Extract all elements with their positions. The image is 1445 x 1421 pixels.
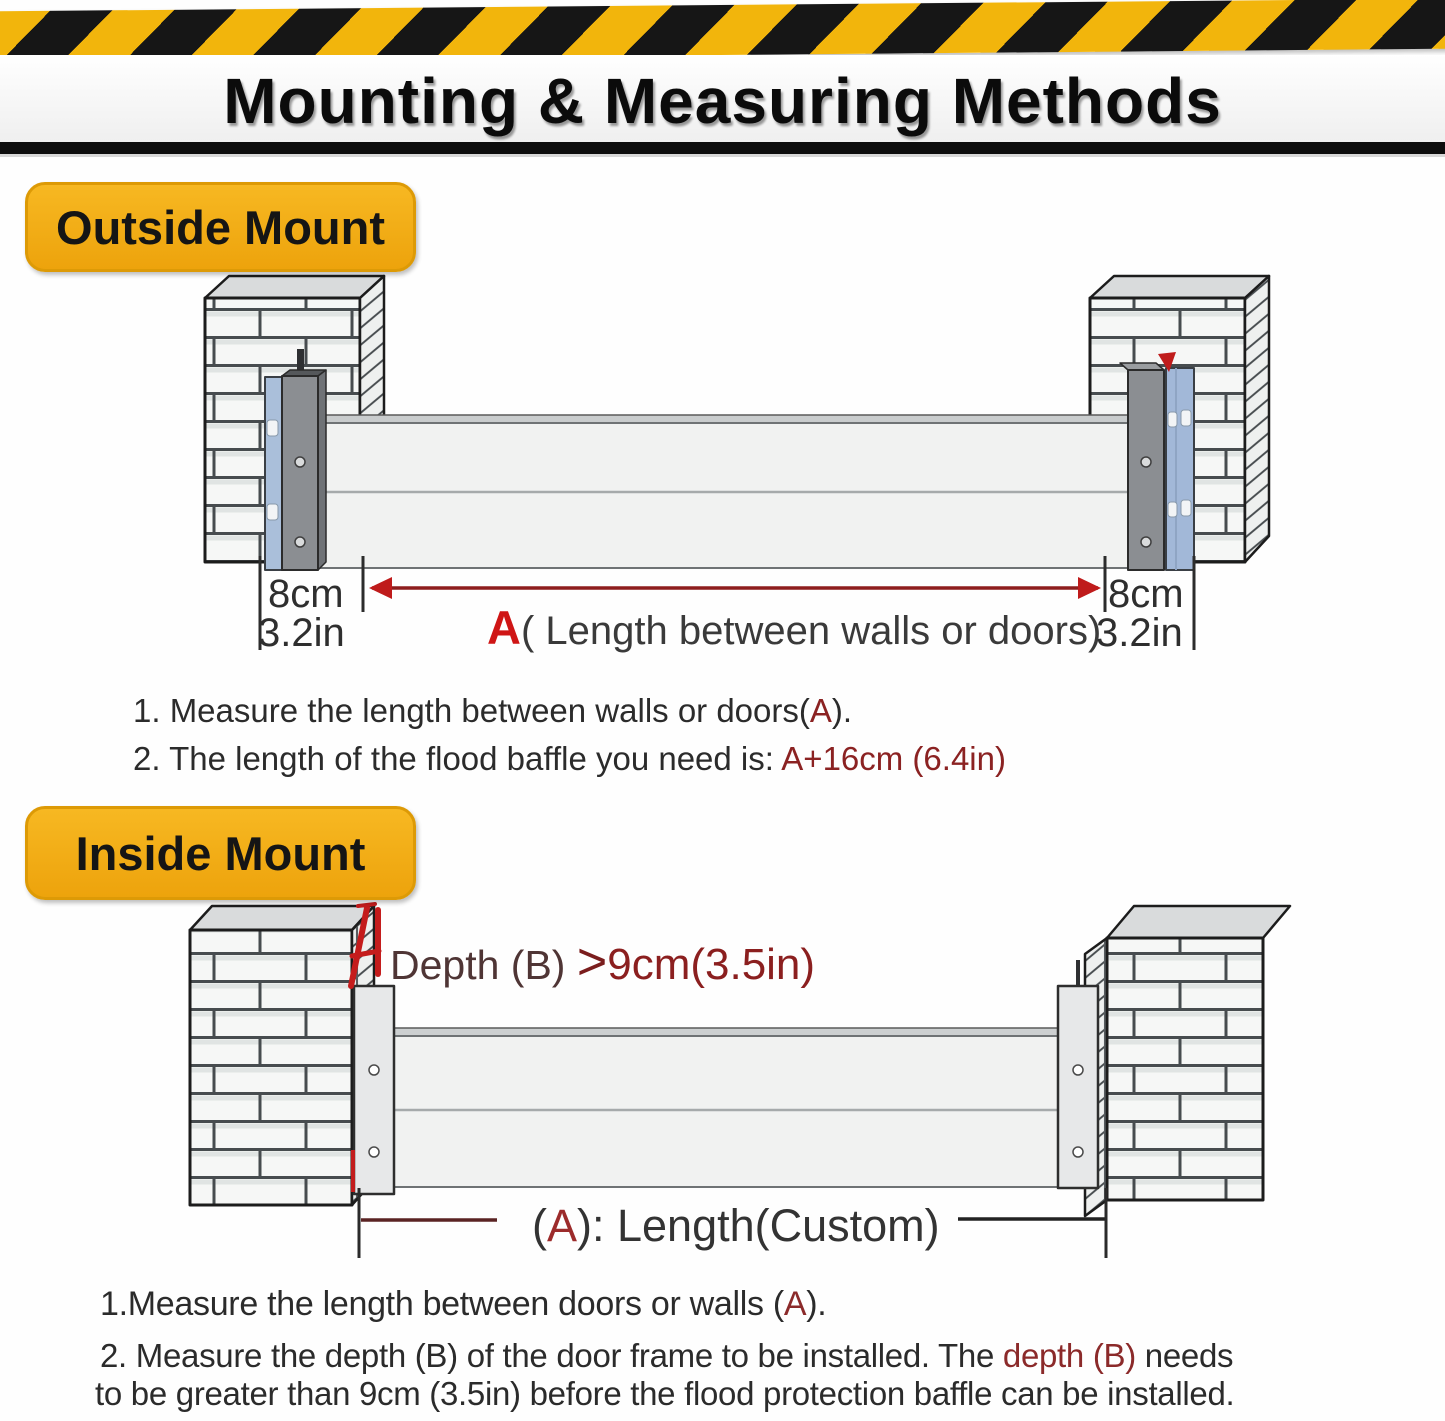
outside-right-offset-in: 3.2in	[1096, 611, 1183, 655]
outside-step-2	[133, 740, 1006, 778]
outside-step-2-text: 2. The length of the flood baffle you need is:	[133, 740, 782, 777]
inside-right-channel	[1058, 960, 1098, 1188]
greater-than-sign: >	[576, 933, 608, 991]
inside-mount-label-text: Inside Mount	[75, 826, 366, 880]
outside-flood-barrier	[320, 415, 1132, 568]
outside-step-1-marker: A	[809, 692, 832, 729]
inside-step-2-text: 2. Measure the depth (B) of the door frame to be installed. The	[100, 1337, 1003, 1374]
inside-right-pillar	[1085, 906, 1290, 1216]
inside-flood-barrier	[380, 1028, 1070, 1187]
length-marker-a: A	[487, 601, 521, 654]
inside-step-1-marker: A	[783, 1285, 807, 1323]
length-caption-text: ( Length between walls or doors)	[520, 609, 1102, 653]
inside-mount-label	[25, 806, 416, 900]
outside-left-bracket	[265, 349, 326, 570]
inside-step-2-line-2-text: to be greater than 9cm (3.5in) before the flood protection baffle can be installed.	[95, 1375, 1235, 1412]
inside-left-channel	[353, 986, 394, 1194]
inside-step-2-line-1	[100, 1337, 1233, 1375]
inside-step-2-highlight: depth (B)	[1002, 1337, 1136, 1374]
inside-length-text: ): Length(Custom)	[577, 1200, 940, 1251]
outside-step-1	[133, 692, 852, 730]
inside-step-2-end: needs	[1135, 1337, 1234, 1374]
outside-mount-label	[25, 182, 416, 272]
page-title: Mounting & Measuring Methods	[223, 65, 1222, 137]
outside-step-1-end: ).	[831, 692, 853, 729]
outside-right-bracket	[1120, 352, 1194, 570]
outside-left-offset-in: 3.2in	[258, 611, 345, 655]
outside-step-1-text: 1. Measure the length between walls or doors(	[133, 692, 810, 729]
inside-length-marker-a: A	[547, 1200, 578, 1251]
inside-step-2-line-2	[95, 1375, 1234, 1413]
outside-step-2-formula: A+16cm (6.4in)	[781, 740, 1006, 777]
inside-step-1	[100, 1285, 826, 1324]
depth-caption	[390, 932, 815, 992]
inside-left-pillar	[190, 906, 374, 1205]
outside-mount-label-text: Outside Mount	[56, 200, 385, 254]
outside-right-offset-cm: 8cm	[1108, 572, 1184, 616]
inside-length-open-paren: (	[532, 1200, 547, 1251]
header-divider-bar	[0, 142, 1445, 154]
inside-step-1-end: ).	[806, 1285, 827, 1323]
outside-left-offset-cm: 8cm	[268, 572, 344, 616]
inside-length-caption	[532, 1200, 940, 1252]
depth-caption-value: 9cm(3.5in)	[607, 940, 816, 989]
inside-step-1-text: 1.Measure the length between doors or walls (	[100, 1285, 784, 1323]
depth-caption-label: Depth (B)	[390, 942, 577, 988]
outside-length-caption	[487, 600, 1101, 655]
